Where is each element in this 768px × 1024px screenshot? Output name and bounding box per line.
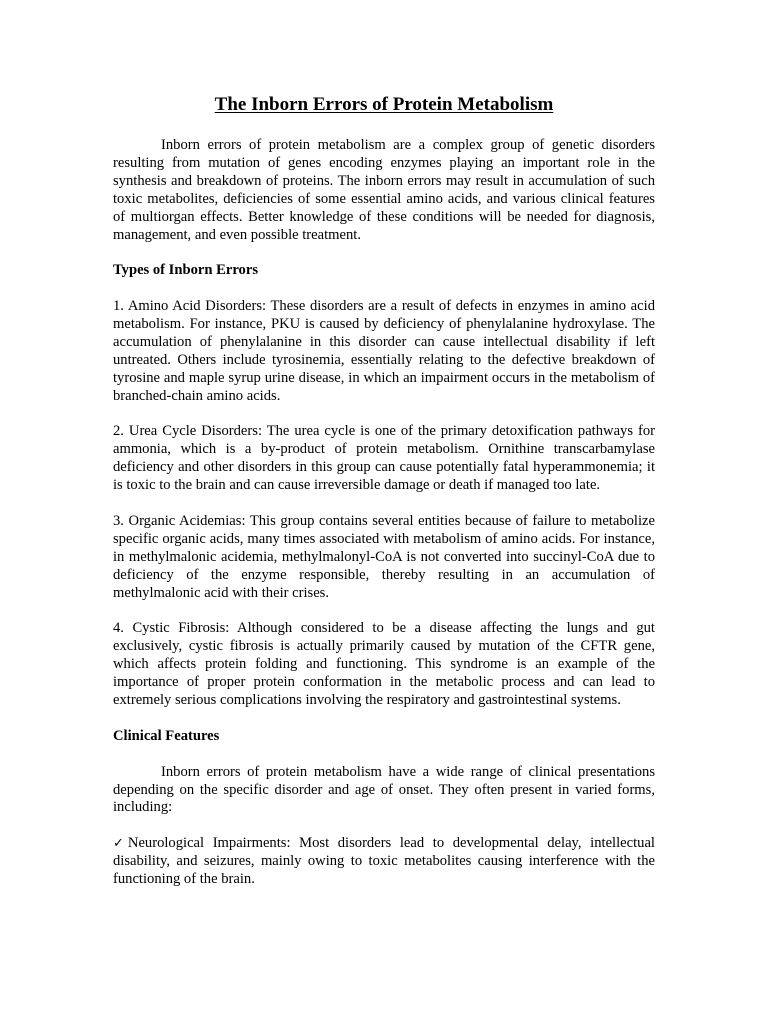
bullet-text: Neurological Impairments: Most disorders lead to developmental delay, intellectual disability, and seizures, mainly owing to toxic metabolites causing interference with the functioning of the brain. <box>113 835 655 888</box>
intro-paragraph: Inborn errors of protein metabolism are a complex group of genetic disorders resulting from mutation of genes encoding enzymes playing an important role in the synthesis and breakdown of proteins. The inborn errors may result in accumulation of such toxic metabolites, deficiencies of some essential amino acids, and various clinical features of multiorgan effects. Better knowledge of these conditions will be needed for diagnosis, management, and even possible treatment. <box>113 137 655 243</box>
bullet-item-neurological <box>113 835 655 889</box>
document-page <box>113 94 655 907</box>
section-heading-types: Types of Inborn Errors <box>113 262 259 279</box>
type-paragraph-amino-acid: 1. Amino Acid Disorders: These disorders are a result of defects in enzymes in amino acid metabolism. For instance, PKU is caused by deficiency of phenylalanine hydroxylase. The accumulation of phenylalanine in this disorder can cause intellectual disability if left untreated. Others include tyrosinemia, essentially relating to the defective breakdown of tyrosine and maple syrup urine disease, in which an impairment occurs in the metabolism of branched-chain amino acids. <box>113 298 655 404</box>
type-paragraph-organic-acidemias: 3. Organic Acidemias: This group contains several entities because of failure to metabolize specific organic acids, many times associated with metabolism of amino acids. For instance, in methylmalonic acidemia, methylmalonyl-CoA is not converted into succinyl-CoA due to deficiency of the enzyme responsible, thereby resulting in an accumulation of methylmalonic acid with their crises. <box>113 512 655 601</box>
checkmark-icon: ✓ <box>113 836 124 852</box>
document-title: The Inborn Errors of Protein Metabolism <box>214 94 554 115</box>
type-paragraph-cystic-fibrosis: 4. Cystic Fibrosis: Although considered to be a disease affecting the lungs and gut exclusively, cystic fibrosis is actually primarily caused by mutation of the CFTR gene, which affects protein folding and functioning. This syndrome is an example of the importance of proper protein conformation in the metabolic process and can lead to extremely serious complications involving the respiratory and gastrointestinal systems. <box>113 620 655 709</box>
section-heading-clinical: Clinical Features <box>113 727 220 744</box>
clinical-intro-paragraph: Inborn errors of protein metabolism have a wide range of clinical presentations depending on the specific disorder and age of onset. They often present in varied forms, including: <box>113 763 655 816</box>
type-paragraph-urea-cycle: 2. Urea Cycle Disorders: The urea cycle is one of the primary detoxification pathways for ammonia, which is a by-product of protein metabolism. Ornithine transcarbamylase deficiency and other disorders in this group can cause potentially fatal hyperammonemia; it is toxic to the brain and can cause irreversible damage or death if managed too late. <box>113 423 655 494</box>
